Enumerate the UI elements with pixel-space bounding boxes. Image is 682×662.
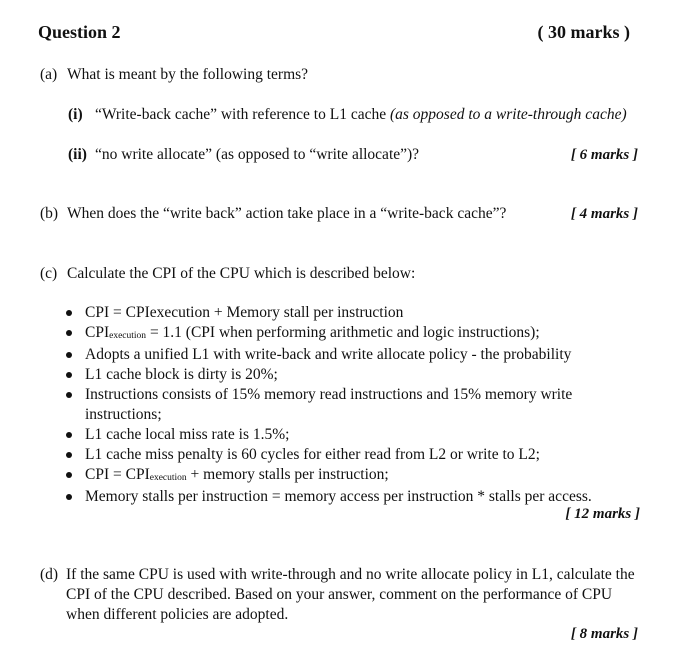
list-item: L1 cache local miss rate is 1.5%; — [64, 425, 634, 445]
part-a-i-text — [95, 106, 627, 124]
part-a-label: (a) — [40, 66, 58, 83]
list-item: CPI = CPIexecution + Memory stall per instruction — [64, 303, 634, 323]
cpi-formula-text: CPI = CPI — [85, 466, 150, 483]
cpi-subscript: execution — [109, 331, 147, 341]
part-d-block — [40, 565, 645, 625]
list-item: L1 cache miss penalty is 60 cycles for either read from L2 or write to L2; — [64, 445, 634, 465]
part-a-ii-label: (ii) — [68, 146, 87, 163]
part-d-label: (d) — [40, 566, 59, 583]
part-a-i-main: “Write-back cache” with reference to L1 cache — [95, 106, 387, 123]
part-a-marks: [ 6 marks ] — [570, 147, 638, 163]
part-c-text: Calculate the CPI of the CPU which is described below: — [67, 265, 416, 282]
list-item — [64, 465, 634, 487]
list-item: Memory stalls per instruction = memory access per instruction * stalls per access. — [64, 487, 634, 507]
part-c-bullet-list — [64, 303, 634, 507]
list-item — [64, 323, 634, 345]
part-b-marks: [ 4 marks ] — [570, 206, 638, 222]
part-d-marks: [ 8 marks ] — [570, 626, 638, 642]
cpi-formula-rest: + memory stalls per instruction; — [186, 466, 389, 483]
part-c-marks: [ 12 marks ] — [565, 506, 640, 522]
list-item: Instructions consists of 15% memory read instructions and 15% memory write instructions; — [64, 385, 634, 425]
list-item: L1 cache block is dirty is 20%; — [64, 365, 634, 385]
part-b-label: (b) — [40, 205, 59, 222]
question-title: Question 2 — [38, 22, 121, 42]
question-total-marks: ( 30 marks ) — [537, 22, 630, 42]
cpi-text: CPI — [85, 324, 110, 341]
part-a-ii-text: “no write allocate” (as opposed to “write allocate”)? — [95, 146, 420, 163]
part-a-text: What is meant by the following terms? — [67, 66, 309, 83]
part-b-text: When does the “write back” action take place in a “write-back cache”? — [67, 205, 507, 222]
cpi-value-text: = 1.1 (CPI when performing arithmetic and logic instructions); — [146, 324, 540, 341]
part-d-text: If the same CPU is used with write-through and no write allocate policy in L1, calculate the CPI of the CPU described. Based on your answer, comment on the performance of CPU when different policies are adopted. — [66, 566, 635, 623]
list-item: Adopts a unified L1 with write-back and write allocate policy - the probability — [64, 345, 634, 365]
cpi-subscript: execution — [149, 473, 187, 483]
part-a-i-italic: (as opposed to a write-through cache) — [389, 106, 627, 123]
part-c-label: (c) — [40, 265, 58, 282]
part-a-i-label: (i) — [68, 106, 83, 123]
